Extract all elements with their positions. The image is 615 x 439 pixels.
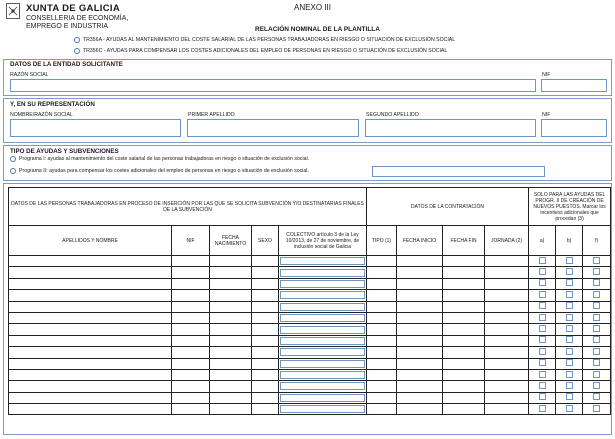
- colectivo-select[interactable]: [280, 348, 365, 356]
- incentive-checkbox-cell[interactable]: [529, 290, 556, 301]
- checkbox[interactable]: [566, 291, 573, 298]
- colectivo-cell[interactable]: [279, 301, 367, 312]
- anexo-title: ANEXO III: [294, 3, 331, 12]
- table-cell[interactable]: [172, 301, 210, 312]
- incentive-checkbox-cell[interactable]: [529, 358, 556, 369]
- table-cell[interactable]: [443, 358, 485, 369]
- table-cell[interactable]: [397, 369, 443, 380]
- checkbox[interactable]: [539, 359, 546, 366]
- radio-icon[interactable]: [74, 48, 80, 54]
- programa-2-detail-input[interactable]: [372, 166, 545, 177]
- incentive-checkbox-cell[interactable]: [583, 347, 611, 358]
- primer-apellido-label: PRIMER APELLIDO: [188, 112, 235, 118]
- col-nif: NIF: [172, 226, 210, 256]
- incentive-checkbox-cell[interactable]: [556, 381, 583, 392]
- table-cell[interactable]: [252, 256, 279, 267]
- table-cell[interactable]: [485, 404, 529, 415]
- table-cell[interactable]: [210, 278, 252, 289]
- table-cell[interactable]: [252, 404, 279, 415]
- programa-1-option[interactable]: [10, 156, 309, 162]
- option-tr356c-label: TR356C - AYUDAS PARA COMPENSAR LOS COSTES ADICIONALES DEL EMPLEO DE PERSONAS EN RIESGO O SITUACIÓN DE EXCLUSIÓN SOCIAL: [83, 48, 448, 54]
- table-cell[interactable]: [397, 312, 443, 323]
- col-b: b): [556, 226, 583, 256]
- incentive-checkbox-cell[interactable]: [529, 369, 556, 380]
- colectivo-select[interactable]: [280, 326, 365, 334]
- incentive-checkbox-cell[interactable]: [556, 267, 583, 278]
- table-cell[interactable]: [397, 267, 443, 278]
- table-cell[interactable]: [210, 335, 252, 346]
- colectivo-cell[interactable]: [279, 358, 367, 369]
- table-cell[interactable]: [210, 392, 252, 403]
- table-row: [9, 335, 611, 346]
- table-cell[interactable]: [443, 392, 485, 403]
- col-fecha-fin: FECHA FIN: [443, 226, 485, 256]
- table-cell[interactable]: [210, 404, 252, 415]
- table-cell[interactable]: [252, 369, 279, 380]
- incentive-checkbox-cell[interactable]: [556, 312, 583, 323]
- table-cell[interactable]: [9, 392, 172, 403]
- incentive-checkbox-cell[interactable]: [529, 392, 556, 403]
- table-cell[interactable]: [443, 324, 485, 335]
- table-cell[interactable]: [210, 267, 252, 278]
- colectivo-select[interactable]: [280, 360, 365, 368]
- table-cell[interactable]: [485, 369, 529, 380]
- checkbox[interactable]: [566, 382, 573, 389]
- checkbox[interactable]: [539, 348, 546, 355]
- checkbox[interactable]: [566, 405, 573, 412]
- table-cell[interactable]: [397, 335, 443, 346]
- checkbox[interactable]: [593, 314, 600, 321]
- table-cell[interactable]: [9, 324, 172, 335]
- colectivo-cell[interactable]: [279, 290, 367, 301]
- programa-2-label: Programa II: ayudas para compensar los costes adicionales del empleo de personas en riesgo o situación de exclusión social.: [19, 168, 309, 174]
- colectivo-cell[interactable]: [279, 324, 367, 335]
- incentive-checkbox-cell[interactable]: [556, 278, 583, 289]
- table-cell[interactable]: [9, 369, 172, 380]
- table-row: [9, 381, 611, 392]
- table-cell[interactable]: [485, 301, 529, 312]
- table-cell[interactable]: [9, 335, 172, 346]
- radio-icon[interactable]: [74, 37, 80, 43]
- brand-name: XUNTA DE GALICIA: [26, 3, 120, 14]
- table-cell[interactable]: [367, 404, 397, 415]
- table-row: [9, 267, 611, 278]
- incentive-checkbox-cell[interactable]: [583, 358, 611, 369]
- table-cell[interactable]: [367, 369, 397, 380]
- table-cell[interactable]: [172, 404, 210, 415]
- checkbox[interactable]: [593, 268, 600, 275]
- table-cell[interactable]: [172, 324, 210, 335]
- table-row: [9, 392, 611, 403]
- checkbox[interactable]: [539, 405, 546, 412]
- table-cell[interactable]: [367, 381, 397, 392]
- entidad-nif-input[interactable]: [541, 79, 607, 92]
- table-cell[interactable]: [443, 301, 485, 312]
- checkbox[interactable]: [566, 336, 573, 343]
- table-cell[interactable]: [172, 256, 210, 267]
- incentive-checkbox-cell[interactable]: [556, 392, 583, 403]
- incentive-checkbox-cell[interactable]: [529, 404, 556, 415]
- table-cell[interactable]: [367, 256, 397, 267]
- incentive-checkbox-cell[interactable]: [556, 324, 583, 335]
- representacion-title: Y, EN SU REPRESENTACIÓN: [10, 101, 95, 108]
- incentive-checkbox-cell[interactable]: [529, 267, 556, 278]
- colectivo-cell[interactable]: [279, 347, 367, 358]
- table-cell[interactable]: [9, 347, 172, 358]
- radio-icon[interactable]: [10, 168, 16, 174]
- colectivo-select[interactable]: [280, 394, 365, 402]
- table-cell[interactable]: [443, 278, 485, 289]
- table-row: [9, 290, 611, 301]
- table-cell[interactable]: [367, 267, 397, 278]
- checkbox[interactable]: [539, 382, 546, 389]
- entidad-nif-label: NIF: [542, 72, 551, 78]
- table-cell[interactable]: [443, 369, 485, 380]
- checkbox[interactable]: [566, 325, 573, 332]
- checkbox[interactable]: [539, 268, 546, 275]
- incentive-checkbox-cell[interactable]: [583, 290, 611, 301]
- checkbox[interactable]: [539, 371, 546, 378]
- table-cell[interactable]: [9, 278, 172, 289]
- table-cell[interactable]: [172, 381, 210, 392]
- col-f: f): [583, 226, 611, 256]
- incentive-checkbox-cell[interactable]: [583, 369, 611, 380]
- incentive-checkbox-cell[interactable]: [529, 301, 556, 312]
- incentive-checkbox-cell[interactable]: [556, 358, 583, 369]
- incentive-checkbox-cell[interactable]: [583, 312, 611, 323]
- colectivo-select[interactable]: [280, 337, 365, 345]
- table-cell[interactable]: [172, 369, 210, 380]
- table-cell[interactable]: [252, 301, 279, 312]
- option-tr356a[interactable]: [74, 37, 455, 43]
- table-row: [9, 312, 611, 323]
- col-jornada: JORNADA (2): [485, 226, 529, 256]
- radio-icon[interactable]: [10, 156, 16, 162]
- colectivo-select[interactable]: [280, 314, 365, 322]
- table-cell[interactable]: [172, 278, 210, 289]
- col-sexo: SEXO: [252, 226, 279, 256]
- colectivo-cell[interactable]: [279, 369, 367, 380]
- checkbox[interactable]: [566, 279, 573, 286]
- table-cell[interactable]: [252, 324, 279, 335]
- incentive-checkbox-cell[interactable]: [529, 256, 556, 267]
- incentive-checkbox-cell[interactable]: [556, 256, 583, 267]
- table-cell[interactable]: [172, 358, 210, 369]
- col-tipo: TIPO (1): [367, 226, 397, 256]
- table-cell[interactable]: [252, 335, 279, 346]
- table-cell[interactable]: [397, 324, 443, 335]
- colectivo-cell[interactable]: [279, 381, 367, 392]
- table-cell[interactable]: [397, 358, 443, 369]
- table-cell[interactable]: [485, 335, 529, 346]
- nombre-input[interactable]: [10, 119, 181, 137]
- table-row: [9, 404, 611, 415]
- colectivo-select[interactable]: [280, 303, 365, 311]
- col-fecha-nacimiento: FECHA NACIMIENTO: [210, 226, 252, 256]
- colectivo-cell[interactable]: [279, 404, 367, 415]
- colectivo-select[interactable]: [280, 371, 365, 379]
- checkbox[interactable]: [593, 279, 600, 286]
- table-cell[interactable]: [172, 335, 210, 346]
- checkbox[interactable]: [539, 279, 546, 286]
- incentive-checkbox-cell[interactable]: [583, 404, 611, 415]
- colectivo-select[interactable]: [280, 280, 365, 288]
- checkbox[interactable]: [593, 325, 600, 332]
- colectivo-cell[interactable]: [279, 256, 367, 267]
- incentive-checkbox-cell[interactable]: [556, 404, 583, 415]
- incentive-checkbox-cell[interactable]: [529, 381, 556, 392]
- table-cell[interactable]: [443, 312, 485, 323]
- table-cell[interactable]: [9, 301, 172, 312]
- table-cell[interactable]: [252, 312, 279, 323]
- table-cell[interactable]: [485, 347, 529, 358]
- incentive-checkbox-cell[interactable]: [529, 278, 556, 289]
- table-cell[interactable]: [367, 301, 397, 312]
- table-cell[interactable]: [9, 290, 172, 301]
- table-row: [9, 256, 611, 267]
- table-cell[interactable]: [252, 358, 279, 369]
- table-cell[interactable]: [9, 256, 172, 267]
- primer-apellido-input[interactable]: [187, 119, 359, 137]
- table-cell[interactable]: [172, 267, 210, 278]
- checkbox[interactable]: [593, 393, 600, 400]
- incentive-checkbox-cell[interactable]: [583, 267, 611, 278]
- incentive-checkbox-cell[interactable]: [583, 278, 611, 289]
- conselleria-line-1: CONSELLERIA DE ECONOMÍA,: [26, 15, 129, 22]
- table-cell[interactable]: [210, 290, 252, 301]
- table-cell[interactable]: [367, 278, 397, 289]
- checkbox[interactable]: [593, 336, 600, 343]
- table-cell[interactable]: [252, 381, 279, 392]
- checkbox[interactable]: [593, 405, 600, 412]
- table-cell[interactable]: [210, 324, 252, 335]
- checkbox[interactable]: [593, 257, 600, 264]
- table-cell[interactable]: [397, 290, 443, 301]
- table-cell[interactable]: [210, 369, 252, 380]
- table-cell[interactable]: [367, 312, 397, 323]
- programa-1-label: Programa I: ayudas al mantenimiento del coste salarial de las personas trabajadoras en riesgo o situación de exclusión social.: [19, 156, 310, 162]
- table-cell[interactable]: [9, 312, 172, 323]
- workers-table: [8, 187, 611, 415]
- incentive-checkbox-cell[interactable]: [556, 369, 583, 380]
- incentive-checkbox-cell[interactable]: [583, 335, 611, 346]
- colectivo-cell[interactable]: [279, 392, 367, 403]
- table-cell[interactable]: [485, 256, 529, 267]
- checkbox[interactable]: [566, 348, 573, 355]
- table-cell[interactable]: [252, 267, 279, 278]
- entidad-title: DATOS DE LA ENTIDAD SOLICITANTE: [10, 61, 123, 68]
- table-cell[interactable]: [397, 404, 443, 415]
- incentive-checkbox-cell[interactable]: [583, 256, 611, 267]
- table-cell[interactable]: [172, 312, 210, 323]
- table-cell[interactable]: [443, 256, 485, 267]
- table-cell[interactable]: [210, 312, 252, 323]
- checkbox[interactable]: [539, 325, 546, 332]
- segundo-apellido-input[interactable]: [365, 119, 536, 137]
- incentive-checkbox-cell[interactable]: [529, 324, 556, 335]
- table-cell[interactable]: [443, 404, 485, 415]
- table-cell[interactable]: [367, 347, 397, 358]
- checkbox[interactable]: [566, 314, 573, 321]
- segundo-apellido-label: SEGUNDO APELLIDO: [366, 112, 419, 118]
- table-cell[interactable]: [485, 267, 529, 278]
- table-cell[interactable]: [172, 290, 210, 301]
- incentive-checkbox-cell[interactable]: [583, 381, 611, 392]
- colectivo-select[interactable]: [280, 382, 365, 390]
- table-cell[interactable]: [9, 381, 172, 392]
- document-title: RELACIÓN NOMINAL DE LA PLANTILLA: [255, 26, 380, 33]
- colectivo-select[interactable]: [280, 257, 365, 265]
- table-cell[interactable]: [397, 278, 443, 289]
- checkbox[interactable]: [593, 359, 600, 366]
- incentive-checkbox-cell[interactable]: [556, 335, 583, 346]
- table-cell[interactable]: [485, 312, 529, 323]
- table-cell[interactable]: [252, 392, 279, 403]
- checkbox[interactable]: [566, 268, 573, 275]
- razon-social-input[interactable]: [10, 79, 536, 92]
- table-cell[interactable]: [485, 358, 529, 369]
- checkbox[interactable]: [593, 291, 600, 298]
- representante-nif-label: NIF: [542, 112, 551, 118]
- group-header-prog2: SOLO PARA LAS AYUDAS DEL PROGR. II DE CREACIÓN DE NUEVOS PUESTOS. Marcar los incentivos adicionales que procedan (3): [529, 188, 611, 226]
- col-a: a): [529, 226, 556, 256]
- table-cell[interactable]: [397, 392, 443, 403]
- incentive-checkbox-cell[interactable]: [556, 347, 583, 358]
- checkbox[interactable]: [566, 257, 573, 264]
- table-cell[interactable]: [485, 324, 529, 335]
- checkbox[interactable]: [539, 314, 546, 321]
- incentive-checkbox-cell[interactable]: [529, 335, 556, 346]
- nombre-label: NOMBRE/RAZÓN SOCIAL: [10, 112, 73, 118]
- option-tr356c[interactable]: [74, 48, 447, 54]
- checkbox[interactable]: [593, 371, 600, 378]
- group-header-personas: DATOS DE LAS PERSONAS TRABAJADORAS EN PROCESO DE INSERCIÓN POR LAS QUE SE SOLICITA SUBVENCIÓN Y/O DESTINATARIAS FINALES DE LA SUBVENCIÓN: [9, 188, 367, 226]
- incentive-checkbox-cell[interactable]: [583, 324, 611, 335]
- checkbox[interactable]: [539, 393, 546, 400]
- incentive-checkbox-cell[interactable]: [583, 301, 611, 312]
- col-fecha-inicio: FECHA INICIO: [397, 226, 443, 256]
- table-cell[interactable]: [443, 347, 485, 358]
- table-cell[interactable]: [252, 347, 279, 358]
- table-cell[interactable]: [9, 358, 172, 369]
- table-cell[interactable]: [367, 324, 397, 335]
- representante-nif-input[interactable]: [541, 119, 607, 137]
- table-cell[interactable]: [210, 256, 252, 267]
- table-cell[interactable]: [172, 392, 210, 403]
- colectivo-select[interactable]: [280, 291, 365, 299]
- group-header-contratacion: DATOS DE LA CONTRATACIÓN: [367, 188, 529, 226]
- razon-social-label: RAZÓN SOCIAL: [10, 72, 49, 78]
- checkbox[interactable]: [566, 371, 573, 378]
- table-cell[interactable]: [443, 381, 485, 392]
- col-apellidos: APELLIDOS Y NOMBRE: [9, 226, 172, 256]
- checkbox[interactable]: [566, 359, 573, 366]
- table-row: [9, 301, 611, 312]
- checkbox[interactable]: [539, 336, 546, 343]
- table-cell[interactable]: [485, 392, 529, 403]
- programa-2-option[interactable]: [10, 168, 309, 174]
- colectivo-cell[interactable]: [279, 312, 367, 323]
- incentive-checkbox-cell[interactable]: [556, 301, 583, 312]
- table-cell[interactable]: [485, 278, 529, 289]
- checkbox[interactable]: [593, 302, 600, 309]
- table-cell[interactable]: [367, 358, 397, 369]
- checkbox[interactable]: [566, 302, 573, 309]
- table-cell[interactable]: [397, 347, 443, 358]
- table-row: [9, 369, 611, 380]
- table-cell[interactable]: [397, 381, 443, 392]
- checkbox[interactable]: [539, 291, 546, 298]
- table-cell[interactable]: [210, 301, 252, 312]
- colectivo-cell[interactable]: [279, 335, 367, 346]
- checkbox[interactable]: [539, 257, 546, 264]
- conselleria-line-2: EMPREGO E INDUSTRIA: [26, 23, 109, 30]
- colectivo-select[interactable]: [280, 269, 365, 277]
- table-cell[interactable]: [210, 381, 252, 392]
- checkbox[interactable]: [539, 302, 546, 309]
- table-cell[interactable]: [397, 301, 443, 312]
- table-cell[interactable]: [367, 335, 397, 346]
- table-cell[interactable]: [252, 290, 279, 301]
- table-cell[interactable]: [172, 347, 210, 358]
- table-row: [9, 358, 611, 369]
- colectivo-select[interactable]: [280, 405, 365, 413]
- incentive-checkbox-cell[interactable]: [583, 392, 611, 403]
- table-cell[interactable]: [9, 267, 172, 278]
- colectivo-cell[interactable]: [279, 267, 367, 278]
- table-cell[interactable]: [367, 392, 397, 403]
- incentive-checkbox-cell[interactable]: [529, 312, 556, 323]
- incentive-checkbox-cell[interactable]: [556, 290, 583, 301]
- colectivo-cell[interactable]: [279, 278, 367, 289]
- incentive-checkbox-cell[interactable]: [529, 347, 556, 358]
- table-cell[interactable]: [485, 290, 529, 301]
- table-row: [9, 278, 611, 289]
- checkbox[interactable]: [593, 348, 600, 355]
- table-cell[interactable]: [210, 347, 252, 358]
- table-cell[interactable]: [210, 358, 252, 369]
- table-cell[interactable]: [9, 404, 172, 415]
- checkbox[interactable]: [566, 393, 573, 400]
- table-cell[interactable]: [443, 290, 485, 301]
- table-cell[interactable]: [443, 335, 485, 346]
- table-cell[interactable]: [485, 381, 529, 392]
- table-row: [9, 347, 611, 358]
- table-cell[interactable]: [443, 267, 485, 278]
- table-cell[interactable]: [397, 256, 443, 267]
- option-tr356a-label: TR356A - AYUDAS AL MANTENIMIENTO DEL COSTE SALARIAL DE LAS PERSONAS TRABAJADORAS EN RIESGO O SITUACIÓN DE EXCLUSIÓN SOCIAL: [83, 37, 456, 43]
- table-cell[interactable]: [367, 290, 397, 301]
- table-cell[interactable]: [252, 278, 279, 289]
- table-row: [9, 324, 611, 335]
- checkbox[interactable]: [593, 382, 600, 389]
- ayudas-title: TIPO DE AYUDAS Y SUBVENCIONES: [10, 148, 119, 155]
- col-colectivo: COLECTIVO artículo 3 de la Ley 10/2013, de 27 de noviembre, de inclusión social de Galicia: [279, 226, 367, 256]
